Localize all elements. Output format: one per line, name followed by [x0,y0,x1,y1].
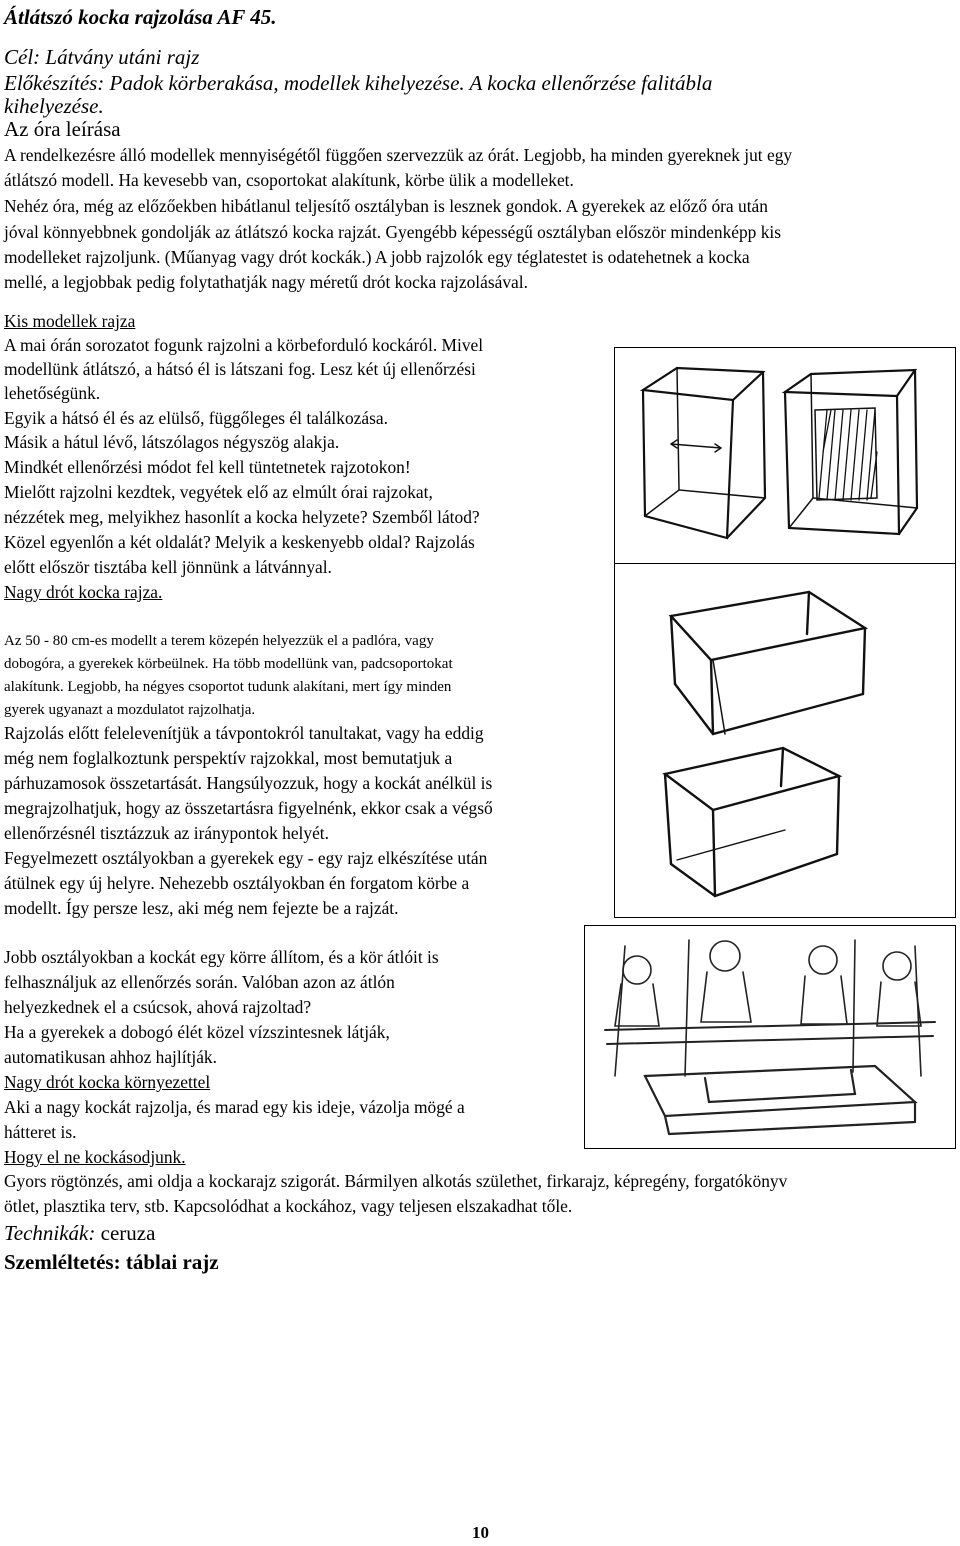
techniques-label: Technikák: [4,1221,96,1245]
small-models-line: Közel egyenlőn a két oldalát? Melyik a keskenyebb oldal? Rajzolás [4,532,475,552]
goal-line: Cél: Látvány utáni rajz [4,45,200,69]
big-cube-line: Ha a gyerekek a dobogó élét közel vízszintesnek látják, [4,1022,390,1042]
environment-line: hátteret is. [4,1122,77,1142]
techniques-value: ceruza [95,1221,156,1245]
lesson-line: modelleket rajzoljunk. (Műanyag vagy drót kockák.) A jobb rajzolók egy téglatestet is odatehetnek a kocka [4,247,750,267]
hatched-cube-drawing [785,370,917,534]
wire-cube-sketch-top [671,592,865,734]
big-cube-line: átülnek egy új helyre. Nehezebb osztályokban én forgatom körbe a [4,873,470,893]
wire-cube-sketch-bottom [665,748,839,896]
big-cube-small-line: Az 50 - 80 cm-es modellt a terem közepén helyezzük el a padlóra, vagy [4,633,434,649]
big-cube-line: megrajzolhatjuk, hogy az összetartásra figyelnénk, ekkor csak a végső [4,798,493,818]
large-cube-figure [614,563,956,918]
big-cube-small-line: alakítunk. Legjobb, ha négyes csoportot tudunk alakítani, mert így minden [4,679,452,695]
demo-line: Szemléltetés: táblai rajz [4,1250,219,1274]
big-cube-line: automatikusan ahhoz hajlítják. [4,1047,217,1067]
small-cubes-figure [614,347,956,567]
big-cube-line: modellt. Így persze lesz, aki még nem fejezte be a rajzát. [4,898,399,918]
prep-line-2: kihelyezése. [4,94,104,118]
children-sketch [605,940,935,1076]
big-cube-line: ellenőrzésnél tisztázzuk az iránypontok helyét. [4,823,329,843]
techniques-line [4,1220,155,1246]
small-models-line: lehetőségünk. [4,383,101,403]
small-models-line: Egyik a hátsó él és az elülső, függőleges él találkozása. [4,408,388,428]
page-number: 10 [472,1523,489,1542]
small-models-line: A mai órán sorozatot fogunk rajzolni a körbeforduló kockáról. Mivel [4,335,484,355]
small-models-line: Másik a hátul lévő, látszólagos négyszög alakja. [4,432,340,452]
big-cube-heading: Nagy drót kocka rajza. [4,582,163,602]
big-cube-line: felhasználjuk az ellenőrzés során. Valóban azon az átlón [4,972,395,992]
lesson-line: átlátszó modell. Ha kevesebb van, csoportokat alakítunk, körbe ülik a modelleket. [4,170,574,190]
big-cube-small-line: dobogóra, a gyerekek körbeülnek. Ha több modellünk van, padcsoportokat [4,656,453,672]
page-title: Átlátszó kocka rajzolása AF 45. [4,5,277,29]
lesson-heading: Az óra leírása [4,117,121,141]
classroom-scene-figure [584,925,956,1149]
environment-heading: Nagy drót kocka környezettel [4,1072,211,1092]
big-cube-line: párhuzamosok összetartását. Hangsúlyozzuk, hogy a kockát anélkül is [4,773,493,793]
no-cube-line: Gyors rögtönzés, ami oldja a kockarajz szigorát. Bármilyen alkotás születhet, firkarajz, képregény, forgatókönyv [4,1171,788,1191]
big-cube-line: még nem foglalkoztunk perspektív rajzokkal, most bemutatjuk a [4,748,453,768]
no-cube-line: ötlet, plasztika terv, stb. Kapcsolódhat a kockához, vagy teljesen elszakadhat tőle. [4,1196,573,1216]
lesson-line: jóval könnyebbnek gondolják az átlátszó kocka rajzát. Gyengébb képességű osztályban először mindenképp kis [4,222,782,242]
prep-line-1: Előkészítés: Padok körberakása, modellek kihelyezése. A kocka ellenőrzése falitábla [4,71,713,95]
big-cube-line: helyezkednek el a csúcsok, ahová rajzoltad? [4,997,312,1017]
lesson-line: A rendelkezésre álló modellek mennyiségétől függően szervezzük az órát. Legjobb, ha minden gyereknek jut egy [4,145,793,165]
lesson-line: Nehéz óra, még az előzőekben hibátlanul teljesítő osztályban is lesznek gondok. A gyerekek az előző óra után [4,196,768,216]
small-models-line: Mindkét ellenőrzési módot fel kell tüntetnetek rajzotokon! [4,457,411,477]
small-models-line: modellünk átlátszó, a hátsó él is látszani fog. Lesz két új ellenőrzési [4,359,476,379]
small-models-line: nézzétek meg, melyikhez hasonlít a kocka helyzete? Szemből látod? [4,507,480,527]
small-models-heading: Kis modellek rajza [4,311,136,331]
big-cube-line: Fegyelmezett osztályokban a gyerekek egy - egy rajz elkészítése után [4,848,488,868]
no-cube-heading: Hogy el ne kockásodjunk. [4,1147,186,1167]
big-cube-line: Jobb osztályokban a kockát egy körre állítom, és a kör átlóit is [4,947,439,967]
transparent-cube-drawing [643,368,765,538]
environment-line: Aki a nagy kockát rajzolja, és marad egy kis ideje, vázolja mögé a [4,1097,465,1117]
big-cube-line: Rajzolás előtt felelevenítjük a távpontokról tanultakat, vagy ha eddig [4,723,484,743]
big-cube-small-line: gyerek ugyanazt a mozdulatot rajzolhatja. [4,702,256,718]
small-models-line: Mielőtt rajzolni kezdtek, vegyétek elő az elmúlt órai rajzokat, [4,482,433,502]
small-models-line: előtt először tisztába kell jönnünk a látvánnyal. [4,557,332,577]
lesson-line: mellé, a legjobbak pedig folytathatják nagy méretű drót kocka rajzolásával. [4,272,528,292]
